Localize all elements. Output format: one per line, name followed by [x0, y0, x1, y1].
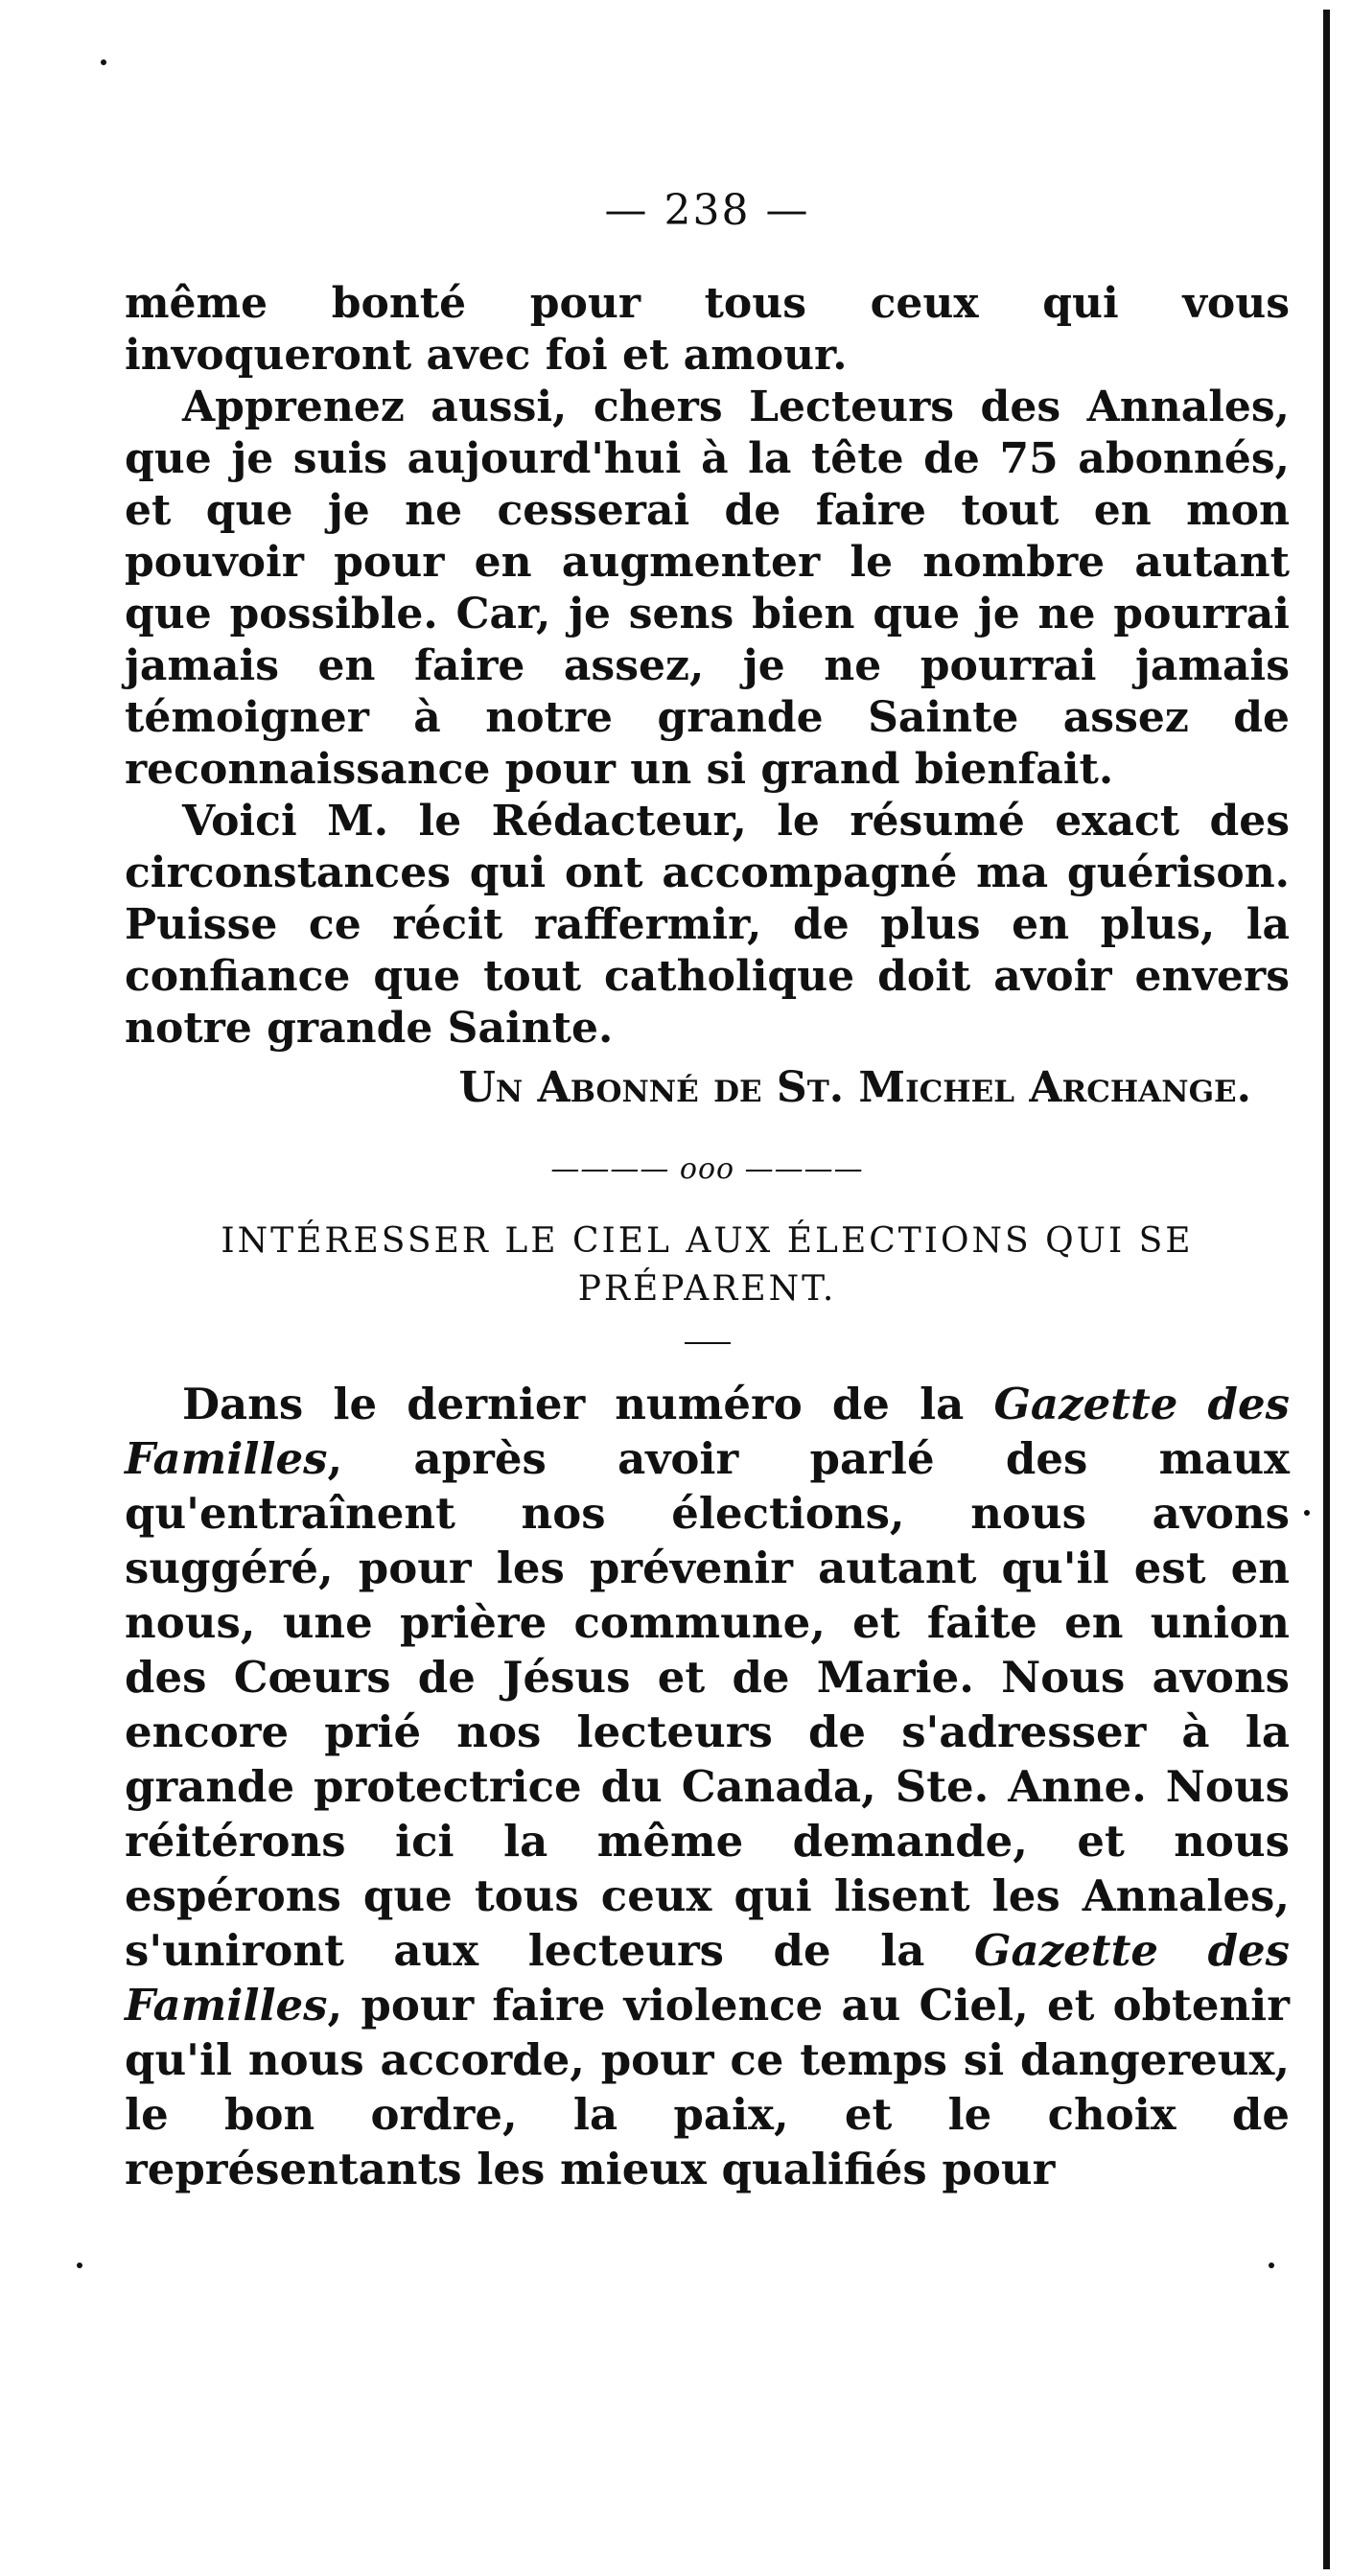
article2-paragraph-1 — [125, 1377, 1290, 2196]
article1-paragraph-1: même bonté pour tous ceux qui vous invoqueront avec foi et amour. — [125, 279, 1290, 380]
speck — [1304, 1510, 1310, 1516]
article1-paragraph-3: Voici M. le Rédacteur, le résumé exact des circonstances qui ont accompagné ma guérison. Puisse ce récit raffermir, de plus en plus, la confiance que tout catholique doit avoir envers notre grande Sainte. — [125, 797, 1290, 1053]
article1-paragraph-2: Apprenez aussi, chers Lecteurs des Annales, que je suis aujourd'hui à la tête de 75 abonnés, et que je ne cesserai de faire tout en mon pouvoir pour en augmenter le nombre autant que possible. Car, je sens bien que je ne pourrai jamais en faire assez, je ne pourrai jamais témoigner à notre grande Sainte assez de reconnaissance pour un si grand bienfait. — [125, 383, 1290, 794]
article2-text: Dans le dernier numéro de la — [182, 1379, 994, 1429]
publication-title: Gazette des Familles — [125, 1379, 1290, 1484]
article2-text: , pour faire violence au Ciel, et obtenir qu'il nous accorde, pour ce temps si dangereux, le bon ordre, la paix, et le choix de représentants les mieux qualifiés pour — [125, 1980, 1290, 2194]
article2-text: , après avoir parlé des maux qu'entraînent nos élections, nous avons suggéré, pour les prévenir autant qu'il est en nous, une prière commune, et faite en union des Cœurs de Jésus et de Marie. Nous avons encore prié nos lecteurs de s'adresser à la grande protectrice du Canada, Ste. Anne. Nous réitérons ici la même demande, et nous espérons que tous ceux qui lisent les Annales, s'uniront aux lecteurs de la — [125, 1433, 1290, 1976]
speck — [101, 59, 106, 65]
speck — [77, 2263, 82, 2268]
section-separator: ———— ooo ———— — [550, 1152, 864, 1186]
binding-edge-rule — [1323, 10, 1330, 2569]
heading-rule — [685, 1342, 731, 1344]
book-page — [125, 182, 1290, 2483]
article2-heading: INTÉRESSER LE CIEL AUX ÉLECTIONS QUI SE PRÉPARENT. — [221, 1221, 1194, 1309]
publication-title: Gazette des Familles — [125, 1925, 1290, 2031]
article1-signature: Un Abonné de St. Michel Archange. — [458, 1063, 1251, 1112]
page-number: — 238 — — [604, 186, 810, 235]
